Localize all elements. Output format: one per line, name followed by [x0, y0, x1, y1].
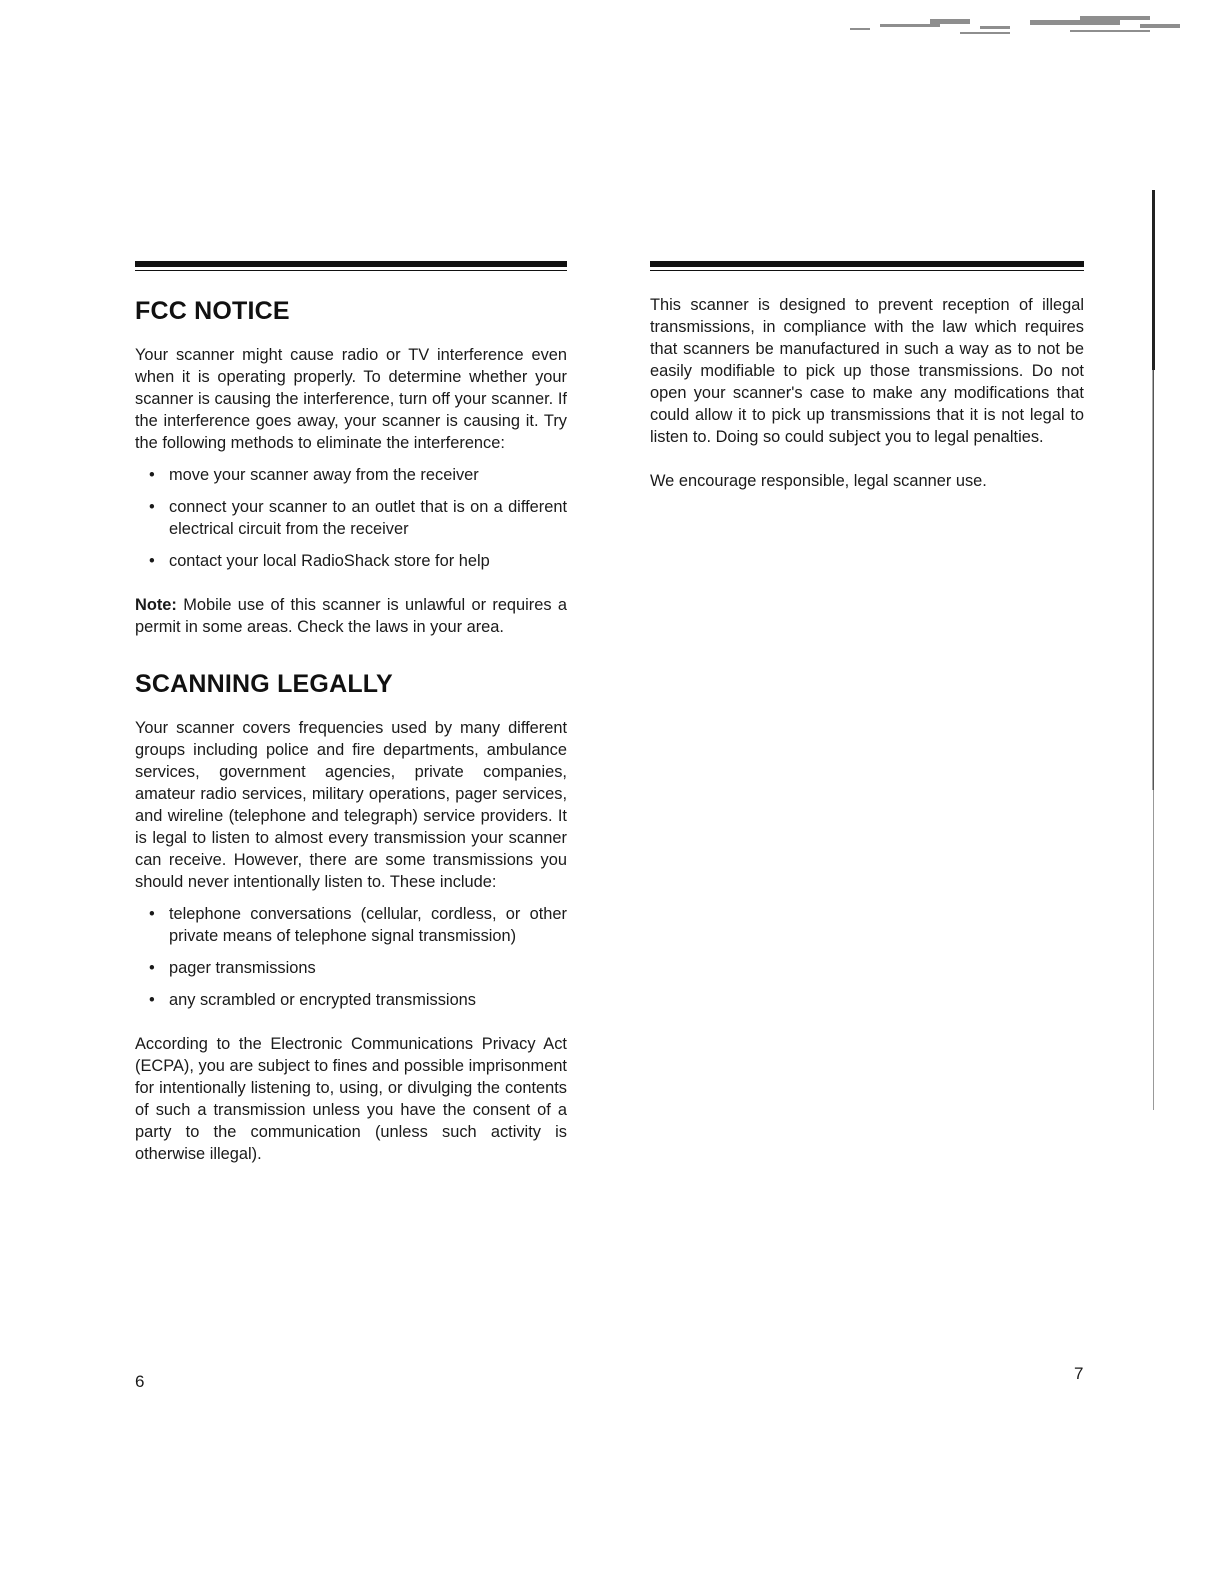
scanning-legally-heading: SCANNING LEGALLY — [135, 670, 393, 698]
scanning-legally-paragraph: Your scanner covers frequencies used by many different groups including police and fire departments, ambulance services, government agencies, private companies, amateur radio services, military operations, pager services, and wireline (telephone and telegraph) service providers. It is legal to listen to almost every transmission your scanner can receive. However, there are some transmissions you should never intentionally listen to. These include: — [135, 719, 567, 891]
left-column — [135, 261, 567, 1165]
section-rule-thin — [650, 270, 1084, 271]
fcc-notice-paragraph: Your scanner might cause radio or TV interference even when it is operating properly. To determine whether your scanner is causing the interference, turn off your scanner. If the interference goes away, your scanner is causing it. Try the following methods to eliminate the interference: — [135, 346, 567, 452]
page-number-right: 7 — [1074, 1364, 1084, 1383]
fcc-bullet-item: • move your scanner away from the receiver — [135, 464, 567, 486]
section-rule-thick — [135, 261, 567, 267]
section-rule-thick — [650, 261, 1084, 267]
page-edge-line — [1150, 190, 1156, 1110]
page-number-left: 6 — [135, 1372, 145, 1391]
encourage-paragraph: We encourage responsible, legal scanner use. — [650, 472, 987, 490]
legal-bullet-list — [135, 903, 567, 1011]
fcc-bullet-item: • contact your local RadioShack store for help — [135, 550, 567, 572]
legal-bullet-item: • telephone conversations (cellular, cordless, or other private means of telephone signal transmission) — [135, 903, 567, 947]
legal-bullet-item: • pager transmissions — [135, 957, 567, 979]
ecpa-paragraph: According to the Electronic Communications Privacy Act (ECPA), you are subject to fines and possible imprisonment for intentionally listening to, using, or divulging the contents of such a transmission unless you have the consent of a party to the communication (unless such activity is otherwise illegal). — [135, 1035, 567, 1163]
fcc-notice-heading: FCC NOTICE — [135, 297, 290, 325]
design-paragraph: This scanner is designed to prevent reception of illegal transmissions, in compliance with the law which requires that scanners be manufactured in such a way as to not be easily modifiable to pick up those transmissions. Do not open your scanner's case to make any modifications that could allow it to pick up transmissions that it is not legal to listen to. Doing so could subject you to legal penalties. — [650, 296, 1084, 446]
scan-artifact — [840, 14, 1185, 50]
legal-bullet-item: • any scrambled or encrypted transmissions — [135, 989, 567, 1011]
fcc-bullet-item: • connect your scanner to an outlet that is on a different electrical circuit from the receiver — [135, 496, 567, 540]
right-column — [650, 261, 1084, 492]
fcc-bullet-list — [135, 464, 567, 572]
note-paragraph — [135, 594, 567, 638]
note-label: Note: — [135, 596, 177, 614]
note-text: Mobile use of this scanner is unlawful or requires a permit in some areas. Check the laws in your area. — [135, 596, 567, 636]
section-rule-thin — [135, 270, 567, 271]
